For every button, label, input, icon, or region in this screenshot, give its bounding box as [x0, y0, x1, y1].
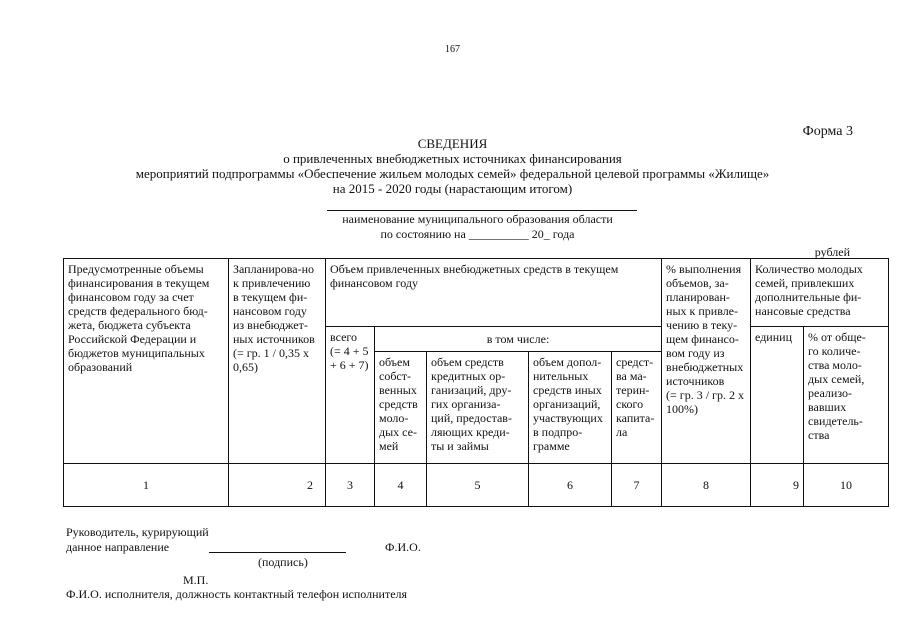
document-title	[0, 136, 905, 196]
column-number: 1	[64, 464, 229, 507]
col-own-funds: объем собст- венных средств моло- дых се- мей	[375, 352, 427, 464]
fio-label: Ф.И.О.	[385, 540, 421, 554]
column-number: 5	[427, 464, 529, 507]
group-attracted-volume: Объем привлеченных внебюджетных средств в текущем финансовом году	[326, 259, 662, 327]
as-of-date: по состоянию на __________ 20_ года	[380, 227, 575, 241]
executor-line: Ф.И.О. исполнителя, должность контактный телефон исполнителя	[66, 587, 408, 601]
col-planned-attraction: Запланирова-но к привлечению в текущем фи- нансовом году из внебюджет- ных источников (= гр. 1 / 0,35 х 0,65)	[229, 259, 326, 464]
title-line-3: мероприятий подпрограммы «Обеспечение жильем молодых семей» федеральной целевой программы «Жилище»	[135, 166, 770, 181]
head-title-line-2: данное направление	[66, 540, 170, 554]
column-number: 3	[326, 464, 375, 507]
column-number: 10	[804, 464, 889, 507]
column-number: 8	[662, 464, 751, 507]
column-number: 7	[612, 464, 662, 507]
org-name-caption: наименование муниципального образования области	[342, 212, 613, 226]
stamp-label: М.П.	[183, 573, 209, 587]
col-planned-funding: Предусмотренные объемы финансирования в текущем финансовом году за счет средств федерального бюд- жета, бюджета субъекта Российской Федерации и бюджетов муниципальных образований	[64, 259, 229, 464]
col-completion-percent: % выполнения объемов, за- планирован- ных к привле- чению в теку- щем финансо- вом году из внебюджетных источников (= гр. 3 / гр. 2 х 100%)	[662, 259, 751, 464]
currency-unit: рублей	[814, 245, 850, 259]
title-line-1: СВЕДЕНИЯ	[417, 136, 488, 151]
column-number: 2	[229, 464, 326, 507]
group-families-count: Количество молодых семей, привлекших дополнительные фи- нансовые средства	[751, 259, 889, 327]
column-number: 6	[529, 464, 612, 507]
signature-line	[209, 552, 346, 553]
form-label: Форма 3	[802, 124, 853, 139]
col-total: всего (= 4 + 5 + 6 + 7)	[326, 327, 375, 464]
col-credit-funds: объем средств кредитных ор- ганизаций, дру- гих организа- ций, предостав- ляющих креди- ты и займы	[427, 352, 529, 464]
head-title-line-1: Руководитель, курирующий	[66, 525, 209, 539]
column-number: 4	[375, 464, 427, 507]
org-caption-block	[0, 212, 905, 242]
col-families-percent: % от обще- го количе- ства моло- дых семей, реализо- вавших свидетель- ства	[804, 327, 889, 464]
col-additional-funds: объем допол- нительных средств иных организаций, участвующих в подпро- грамме	[529, 352, 612, 464]
col-units: единиц	[751, 327, 804, 464]
including-header: в том числе:	[375, 327, 662, 352]
report-table	[63, 258, 889, 507]
org-name-line	[327, 210, 637, 211]
page-number: 167	[445, 44, 460, 55]
col-maternity-capital: средст- ва ма- терин- ского капита- ла	[612, 352, 662, 464]
title-line-4: на 2015 - 2020 годы (нарастающим итогом)	[332, 181, 573, 196]
signature-caption: (подпись)	[258, 555, 308, 569]
title-line-2: о привлеченных внебюджетных источниках финансирования	[283, 151, 622, 166]
column-number: 9	[751, 464, 804, 507]
